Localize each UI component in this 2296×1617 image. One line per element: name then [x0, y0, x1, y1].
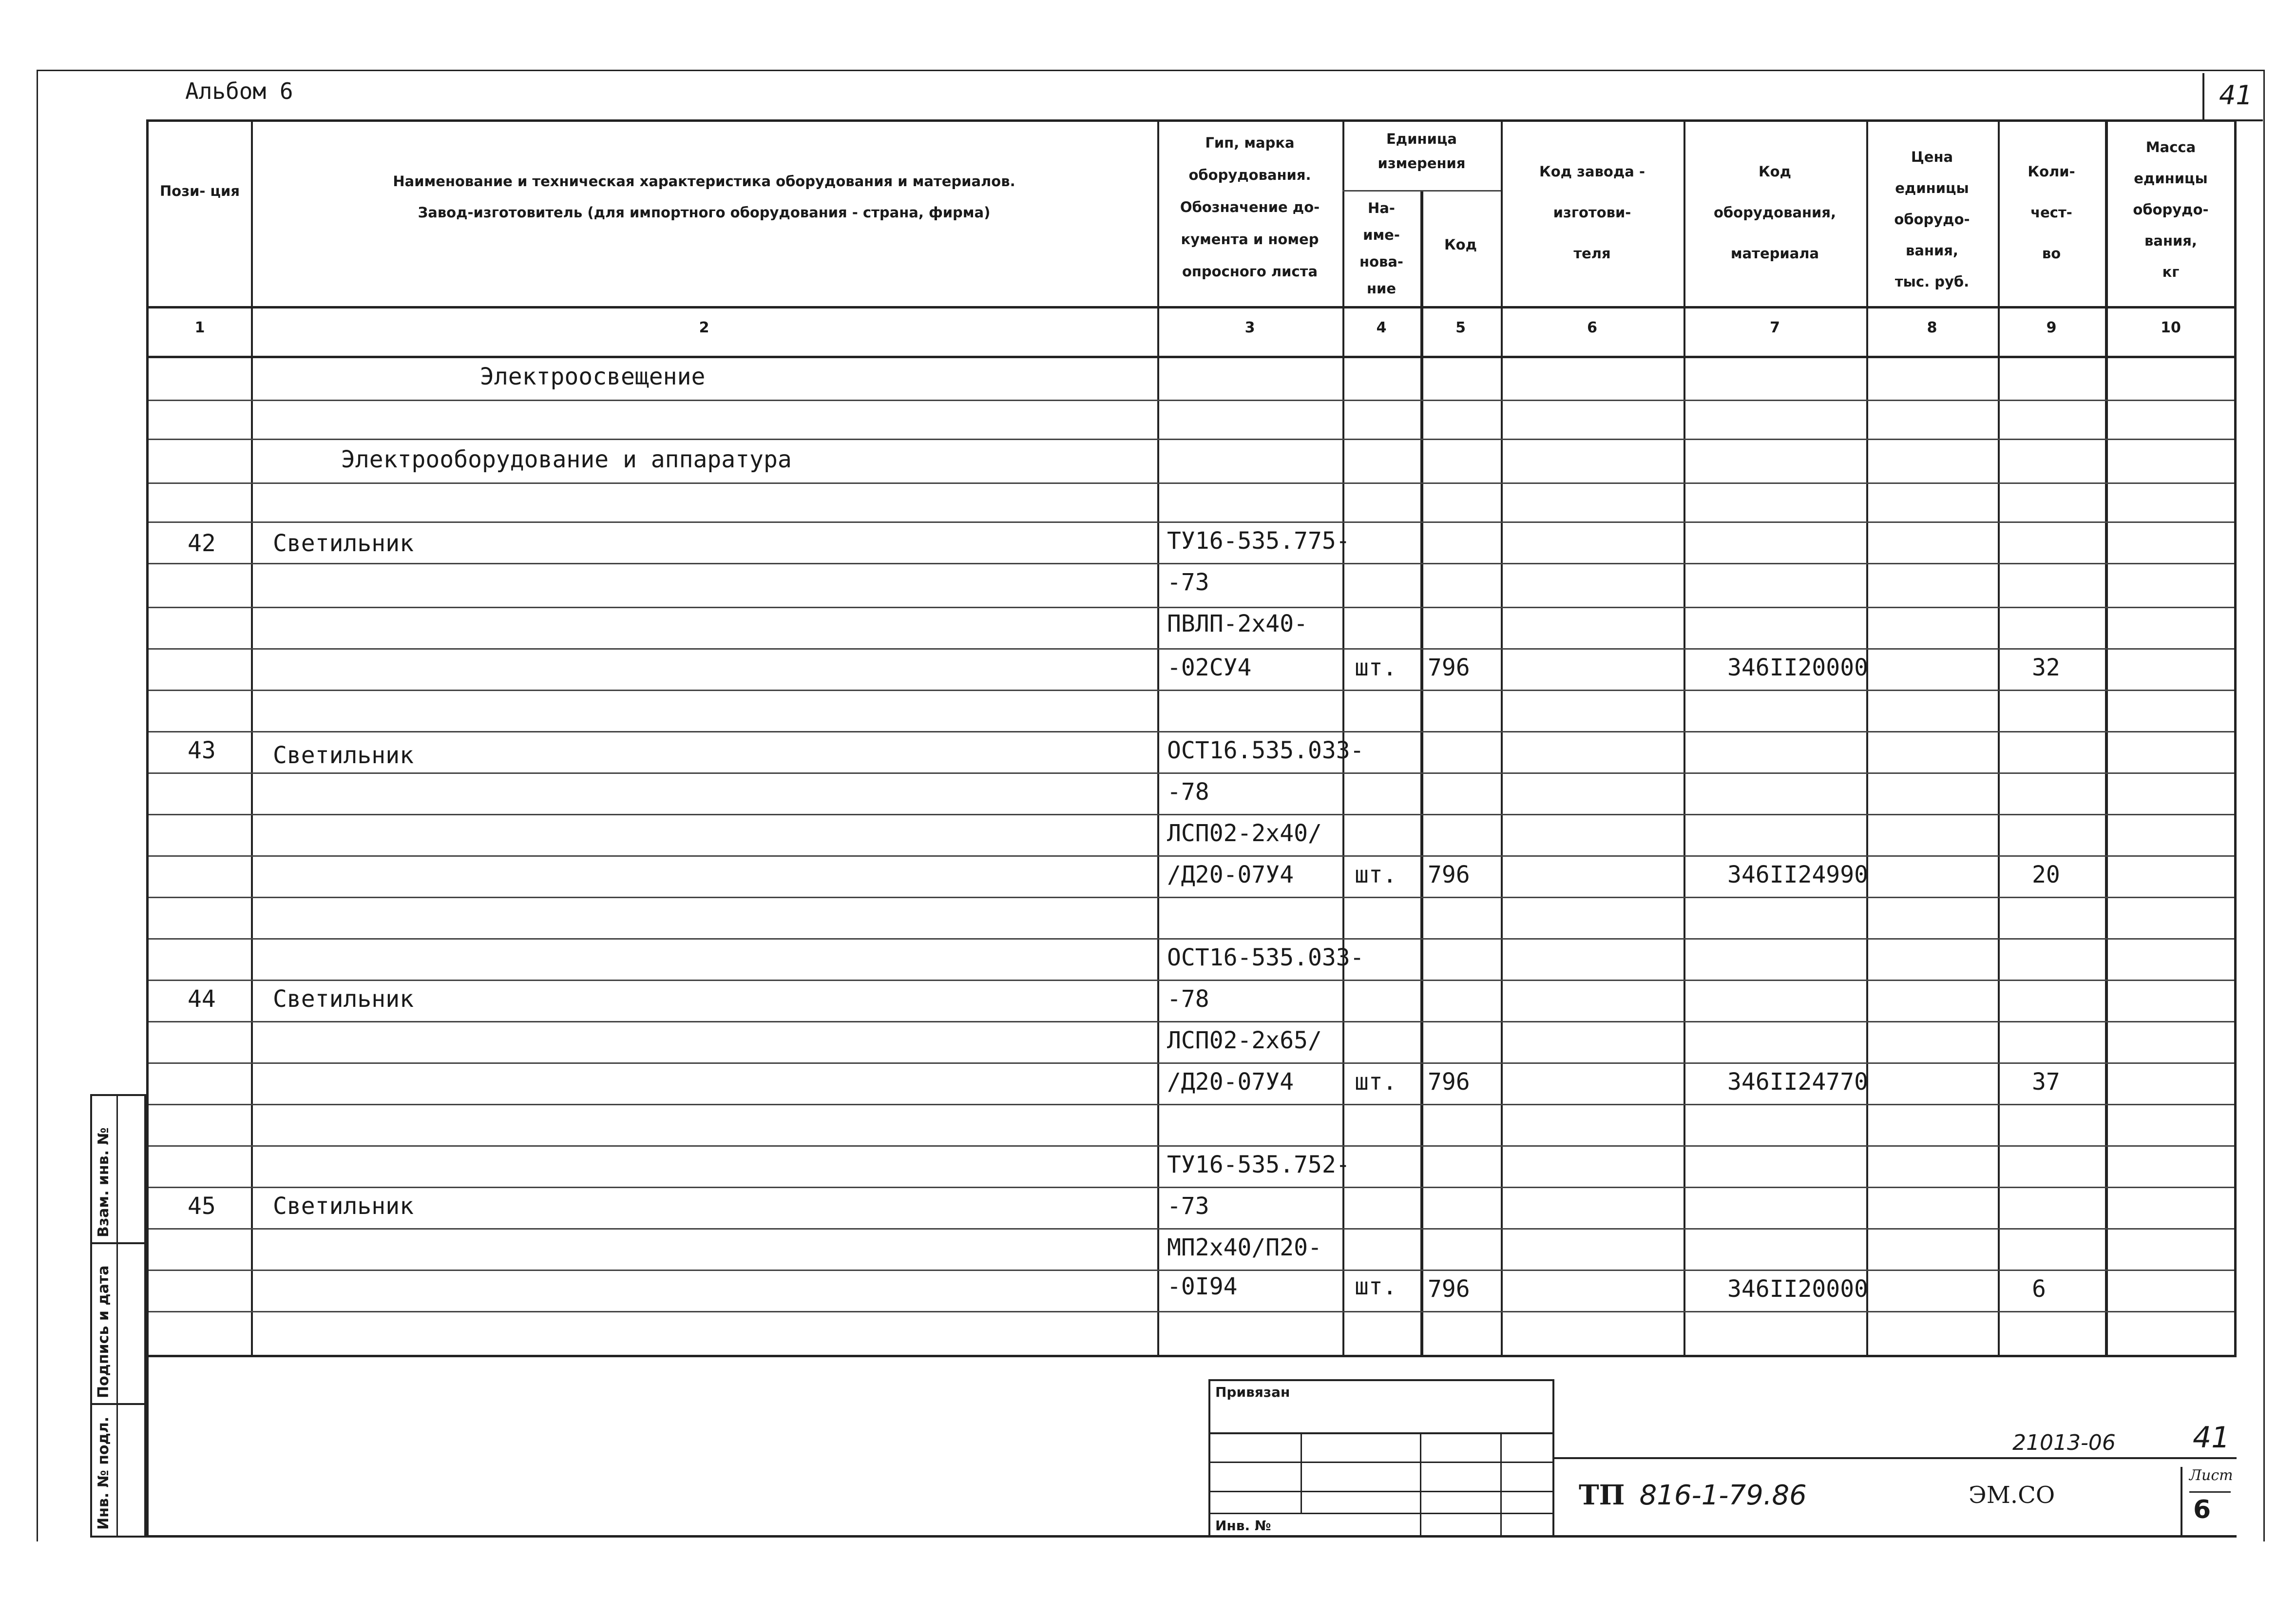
header-factory-code: Код завода - изготови- теля — [1539, 163, 1645, 262]
type-line: ПВЛП-2х40- — [1167, 610, 1308, 637]
box-line — [1210, 1491, 1554, 1492]
row-line — [149, 521, 2234, 523]
row-line — [149, 1187, 2234, 1188]
side-divider — [116, 1096, 118, 1537]
col-number: 2 — [699, 319, 709, 336]
position-number: 44 — [188, 985, 216, 1013]
reference-number: 21013-06 — [2012, 1430, 2116, 1455]
row-line — [149, 607, 2234, 608]
row-line — [149, 772, 2234, 774]
box-divider — [1301, 1432, 1302, 1513]
row-line — [149, 439, 2234, 440]
binding-box — [1208, 1379, 1554, 1538]
row-line — [149, 980, 2234, 981]
inventory-label: Инв. № — [1215, 1518, 1271, 1534]
sheet-number-top — [2202, 73, 2263, 121]
unit-name: шт. — [1355, 1273, 1397, 1300]
col-number: 5 — [1455, 319, 1466, 336]
header-unit-name: На- име- нова- ние — [1359, 200, 1403, 297]
col-number: 9 — [2046, 319, 2057, 336]
side-divider — [92, 1403, 146, 1405]
header-mass: Масса единицы оборудо- вания, кг — [2133, 139, 2209, 280]
sheet-value: 6 — [2193, 1495, 2211, 1524]
unit-name: шт. — [1355, 654, 1397, 681]
reference-sheet: 41 — [2193, 1421, 2230, 1455]
item-name: Светильник — [273, 530, 414, 557]
unit-header-split — [1342, 190, 1501, 192]
quantity: 32 — [2032, 654, 2060, 681]
row-line — [149, 814, 2234, 815]
header-equipment-code: Код оборудования, материала — [1713, 163, 1837, 262]
header-position: Пози- ция — [160, 183, 240, 199]
row-line — [149, 938, 2234, 940]
header-name: Наименование и техническая характеристика оборудования и материалов. Завод-изготовитель (для импортного оборудования - страна, фирма) — [393, 173, 1015, 221]
title-block-line — [1554, 1457, 2237, 1459]
document-code — [1579, 1479, 1807, 1511]
quantity: 37 — [2032, 1068, 2060, 1096]
row-line — [149, 1228, 2234, 1230]
header-bottom-line — [149, 306, 2234, 308]
type-line: -73 — [1167, 1193, 1209, 1220]
box-divider — [1500, 1432, 1502, 1537]
type-line: ОСТ16-535.033- — [1167, 944, 1364, 971]
document-prefix: ТП — [1579, 1479, 1625, 1511]
unit-code: 796 — [1428, 1275, 1470, 1303]
type-line: ОСТ16.535.033- — [1167, 737, 1364, 764]
item-name: Светильник — [273, 1193, 414, 1220]
quantity: 20 — [2032, 861, 2060, 888]
header-unit-code: Код — [1444, 236, 1477, 253]
unit-name: шт. — [1355, 1068, 1397, 1096]
sheet-label: Лист — [2189, 1467, 2233, 1484]
col-number: 6 — [1587, 319, 1597, 336]
binding-label: Привязан — [1215, 1384, 1290, 1400]
type-line: /Д20-07У4 — [1167, 1068, 1294, 1096]
item-name: Светильник — [273, 742, 414, 769]
section-subtitle: Электрооборудование и аппаратура — [341, 446, 792, 473]
col-number: 4 — [1376, 319, 1387, 336]
numbers-bottom-line — [149, 356, 2234, 358]
row-line — [149, 1104, 2234, 1105]
side-stamp — [90, 1094, 146, 1538]
row-line — [149, 563, 2234, 564]
type-line: ЛСП02-2х65/ — [1167, 1027, 1322, 1054]
header-unit: Единица измерения — [1378, 131, 1466, 172]
document-number: 816-1-79.86 — [1639, 1480, 1807, 1511]
album-label: Альбом 6 — [185, 78, 293, 104]
col-number: 3 — [1244, 319, 1255, 336]
type-line: -73 — [1167, 569, 1209, 596]
type-line: /Д20-07У4 — [1167, 861, 1294, 888]
item-name: Светильник — [273, 985, 414, 1013]
row-line — [149, 1311, 2234, 1312]
side-divider — [92, 1242, 146, 1244]
unit-name: шт. — [1355, 861, 1397, 888]
row-line — [149, 482, 2234, 484]
row-line — [149, 400, 2234, 401]
col-number: 1 — [194, 319, 205, 336]
type-line: -0I94 — [1167, 1273, 1238, 1300]
position-number: 43 — [188, 737, 216, 764]
sheet-divider — [2189, 1491, 2231, 1493]
header-price: Цена единицы оборудо- вания, тыс. руб. — [1894, 149, 1970, 290]
position-number: 45 — [188, 1193, 216, 1220]
row-line — [149, 855, 2234, 857]
type-line: ТУ16-535.752- — [1167, 1151, 1350, 1178]
row-line — [149, 1145, 2234, 1147]
row-line — [149, 897, 2234, 898]
type-line: -78 — [1167, 778, 1209, 806]
equipment-code: 346II24990 — [1727, 861, 1868, 888]
type-line: МП2х40/П20- — [1167, 1234, 1322, 1261]
title-block-frame — [146, 1357, 2237, 1538]
col-number: 10 — [2161, 319, 2181, 336]
box-line — [1210, 1513, 1554, 1514]
document-suffix: ЭМ.СО — [1969, 1482, 2055, 1509]
row-line — [149, 1021, 2234, 1022]
frame-top — [37, 70, 2263, 71]
equipment-code: 346II20000 — [1727, 654, 1868, 681]
row-line — [149, 1270, 2234, 1271]
side-label-replace: Взам. инв. № — [95, 1127, 112, 1237]
box-line — [1210, 1432, 1554, 1434]
col-number: 7 — [1770, 319, 1780, 336]
row-line — [149, 690, 2234, 691]
quantity: 6 — [2032, 1275, 2046, 1303]
row-line — [149, 648, 2234, 650]
type-line: -78 — [1167, 985, 1209, 1013]
unit-code: 796 — [1428, 861, 1470, 888]
header-quantity: Коли- чест- во — [2028, 163, 2075, 262]
unit-code: 796 — [1428, 1068, 1470, 1096]
equipment-code: 346II24770 — [1727, 1068, 1868, 1096]
box-line — [1210, 1462, 1554, 1463]
type-line: ЛСП02-2х40/ — [1167, 820, 1322, 847]
sheet-box — [2181, 1467, 2237, 1538]
unit-code: 796 — [1428, 654, 1470, 681]
position-number: 42 — [188, 530, 216, 557]
frame-left — [37, 70, 38, 1541]
box-divider — [1420, 1432, 1421, 1537]
row-line — [149, 1062, 2234, 1064]
sheet-number-top-value: 41 — [2219, 80, 2253, 111]
frame-right — [2263, 70, 2265, 1541]
type-line: ТУ16-535.775- — [1167, 527, 1350, 555]
specification-table — [146, 119, 2237, 1357]
side-label-inv: Инв. № подл. — [95, 1416, 112, 1530]
col-number: 8 — [1927, 319, 1937, 336]
row-line — [149, 731, 2234, 732]
side-label-sign: Подпись и дата — [95, 1265, 112, 1398]
type-line: -02СУ4 — [1167, 654, 1252, 681]
header-type: Гип, марка оборудования. Обозначение до- кумента и номер опросного листа — [1180, 135, 1320, 280]
equipment-code: 346II20000 — [1727, 1275, 1868, 1303]
section-title: Электроосвещение — [480, 363, 706, 390]
